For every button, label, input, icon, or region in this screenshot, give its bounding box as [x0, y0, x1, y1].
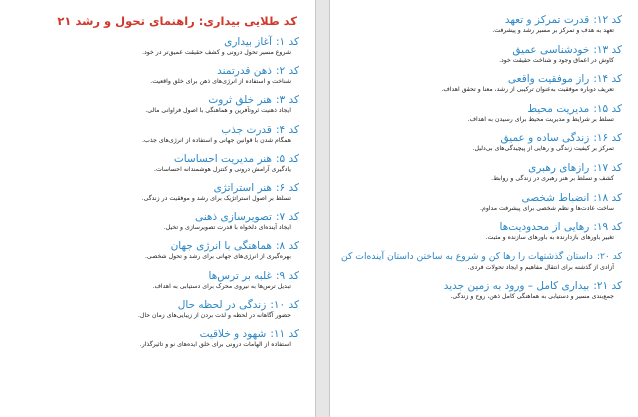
entry-heading	[344, 131, 622, 145]
entry-heading	[24, 210, 299, 224]
entry-heading	[344, 72, 622, 86]
code-entry-6	[24, 181, 299, 203]
entry-title: هنر خلق ثروت	[208, 94, 272, 107]
entry-description: شروع مسیر تحول درونی و کشف حقیقت عمیق‌تر در خود.	[142, 49, 291, 56]
entry-title: غلبه بر ترس‌ها	[208, 269, 272, 282]
entry-description: ایجاد آینده‌ای دلخواه با قدرت تصویرسازی و تخیل.	[163, 224, 291, 232]
entry-description: استفاده از الهامات درونی برای خلق ایده‌های نو و تاثیرگذار.	[139, 340, 291, 348]
entry-description: بهره‌گیری از انرژی‌های جهانی برای رشد و تحول شخصی.	[144, 253, 291, 261]
entry-code: کد ۱۴:	[593, 73, 622, 86]
code-entry-13	[344, 43, 622, 65]
entry-title: زندگی در لحظه حال	[177, 298, 267, 311]
entry-code: کد ۸:	[275, 240, 299, 253]
code-entry-14	[344, 72, 622, 94]
entry-code: کد ۲۱:	[593, 280, 622, 293]
entry-description: آزادی از گذشته برای انتقال مفاهیم و ایجاد تحولات فردی.	[467, 263, 614, 271]
entry-code: کد ۶:	[275, 181, 299, 194]
entry-description: کاوش در اعماق وجود و شناخت حقیقت خود.	[499, 56, 614, 64]
right-page	[329, 0, 638, 417]
entry-description: حضور آگاهانه در لحظه و لذت بردن از زیبایی‌های زمان حال.	[137, 311, 291, 319]
entry-heading	[344, 43, 622, 57]
code-entry-21	[344, 279, 622, 301]
entry-description: جمع‌بندی مسیر و دستیابی به هماهنگی کامل ذهن، روح و زندگی.	[450, 293, 614, 301]
entry-description: تبدیل ترس‌ها به نیروی محرک برای دستیابی به اهداف.	[152, 282, 291, 290]
entry-heading	[24, 93, 299, 107]
entry-heading	[344, 161, 622, 175]
entry-code: کد ۱:	[275, 36, 299, 48]
entry-description: تعریف دوباره موفقیت به‌عنوان ترکیبی از رشد، معنا و تحقق اهداف.	[441, 86, 614, 94]
entry-title: بیداری کامل – ورود به زمین جدید	[443, 280, 590, 293]
entry-code: کد ۲:	[275, 65, 299, 78]
entry-title: قدرت تمرکز و تعهد	[504, 14, 590, 26]
entry-code: کد ۹:	[275, 269, 299, 282]
entry-code: کد ۱۲:	[593, 14, 622, 26]
code-entry-18	[344, 191, 622, 213]
entry-heading	[341, 250, 622, 264]
entry-heading	[24, 239, 299, 253]
entry-description: تسلط بر شرایط و مدیریت محیط برای رسیدن به اهداف.	[467, 115, 614, 123]
entry-description: ساخت عادت‌ها و نظم شخصی برای پیشرفت مداوم.	[480, 204, 614, 212]
entry-code: کد ۳:	[275, 94, 299, 107]
code-entry-7	[24, 210, 299, 232]
entry-code: کد ۴:	[275, 123, 299, 136]
entry-code: کد ۱۶:	[593, 132, 622, 145]
entry-title: آغاز بیداری	[224, 36, 272, 48]
entry-title: هنر استراتژی	[213, 181, 272, 194]
entry-description: کشف و تسلط بر هنر رهبری در زندگی و روابط.	[491, 174, 614, 182]
left-page	[0, 0, 316, 417]
entry-heading	[24, 298, 299, 312]
entry-description: تمرکز بر کیفیت زندگی و رهایی از پیچیدگی‌های بی‌دلیل.	[472, 145, 614, 153]
entry-title: هنر مدیریت احساسات	[173, 152, 272, 165]
entry-description: همگام شدن با قوانین جهانی و استفاده از انرژی‌های جذب.	[142, 136, 291, 144]
entry-title: زندگی ساده و عمیق	[500, 132, 590, 145]
entry-title: داستان گذشتهات را رها کن و شروع به ساختن داستان آینده‌ات کن	[341, 250, 593, 262]
code-entry-17	[344, 161, 622, 183]
entry-heading	[24, 327, 299, 341]
entry-heading	[24, 181, 299, 195]
code-entry-4	[24, 123, 299, 145]
entry-description: تغییر باورهای بازدارنده به باورهای سازنده و مثبت.	[485, 234, 614, 242]
code-entry-3	[24, 93, 299, 115]
entry-heading	[344, 191, 622, 205]
entry-description: تسلط بر اصول استراتژیک برای رشد و موفقیت در زندگی.	[141, 194, 291, 202]
entry-code: کد ۱۷:	[593, 161, 622, 174]
entry-description: یادگیری آرامش درونی و کنترل هوشمندانه احساسات.	[154, 165, 291, 173]
entry-heading	[24, 35, 299, 49]
entry-title: راز موفقیت واقعی	[507, 73, 590, 86]
code-entry-11	[24, 327, 299, 349]
entry-code: کد ۲۰:	[596, 250, 622, 262]
code-entry-12	[344, 13, 622, 35]
entry-code: کد ۱۳:	[593, 43, 622, 56]
code-entry-20	[341, 250, 622, 272]
entry-title: رهایی از محدودیت‌ها	[499, 221, 590, 234]
code-entry-8	[24, 239, 299, 261]
entry-title: قدرت جذب	[221, 123, 272, 136]
entry-code: کد ۱۵:	[593, 102, 622, 115]
entry-description: شناخت و استفاده از انرژی‌های ذهن برای خلق واقعیت.	[150, 78, 291, 86]
entry-code: کد ۱۱:	[270, 327, 299, 340]
code-entry-15	[344, 102, 622, 124]
entry-code: کد ۱۹:	[593, 221, 622, 234]
code-entry-5	[24, 152, 299, 174]
code-entry-1	[24, 35, 299, 57]
entry-heading	[24, 123, 299, 137]
entry-heading	[24, 152, 299, 166]
entry-description: تعهد به هدف و تمرکز بر مسیر رشد و پیشرفت.	[492, 27, 614, 34]
entry-title: خودشناسی عمیق	[512, 43, 590, 56]
entry-title: شهود و خلاقیت	[199, 327, 267, 340]
entry-heading	[344, 102, 622, 116]
entry-title: رازهای رهبری	[528, 161, 590, 174]
code-entry-9	[24, 269, 299, 291]
entry-heading	[344, 13, 622, 27]
entry-description: ایجاد ذهنیت ثروتآفرین و هماهنگی با اصول فراوانی مالی.	[145, 107, 291, 115]
entry-code: کد ۱۸:	[593, 191, 622, 204]
entry-code: کد ۵:	[275, 152, 299, 165]
entry-title: تصویرسازی ذهنی	[195, 211, 272, 224]
entry-code: کد ۷:	[275, 211, 299, 224]
entry-heading	[344, 220, 622, 234]
code-entry-19	[344, 220, 622, 242]
entry-heading	[344, 279, 622, 293]
code-entry-2	[24, 64, 299, 86]
entry-heading	[24, 269, 299, 283]
document-title: کد طلایی بیداری: راهنمای تحول و رشد ۲۱	[57, 14, 297, 28]
entry-code: کد ۱۰:	[270, 298, 299, 311]
entry-heading	[24, 64, 299, 78]
entry-title: ذهن قدرتمند	[217, 65, 272, 78]
entry-title: هماهنگی با انرژی جهان	[170, 240, 272, 253]
code-entry-10	[24, 298, 299, 320]
code-entry-16	[344, 131, 622, 153]
entry-title: انضباط شخصی	[521, 191, 590, 204]
entry-title: مدیریت محیط	[527, 102, 590, 115]
